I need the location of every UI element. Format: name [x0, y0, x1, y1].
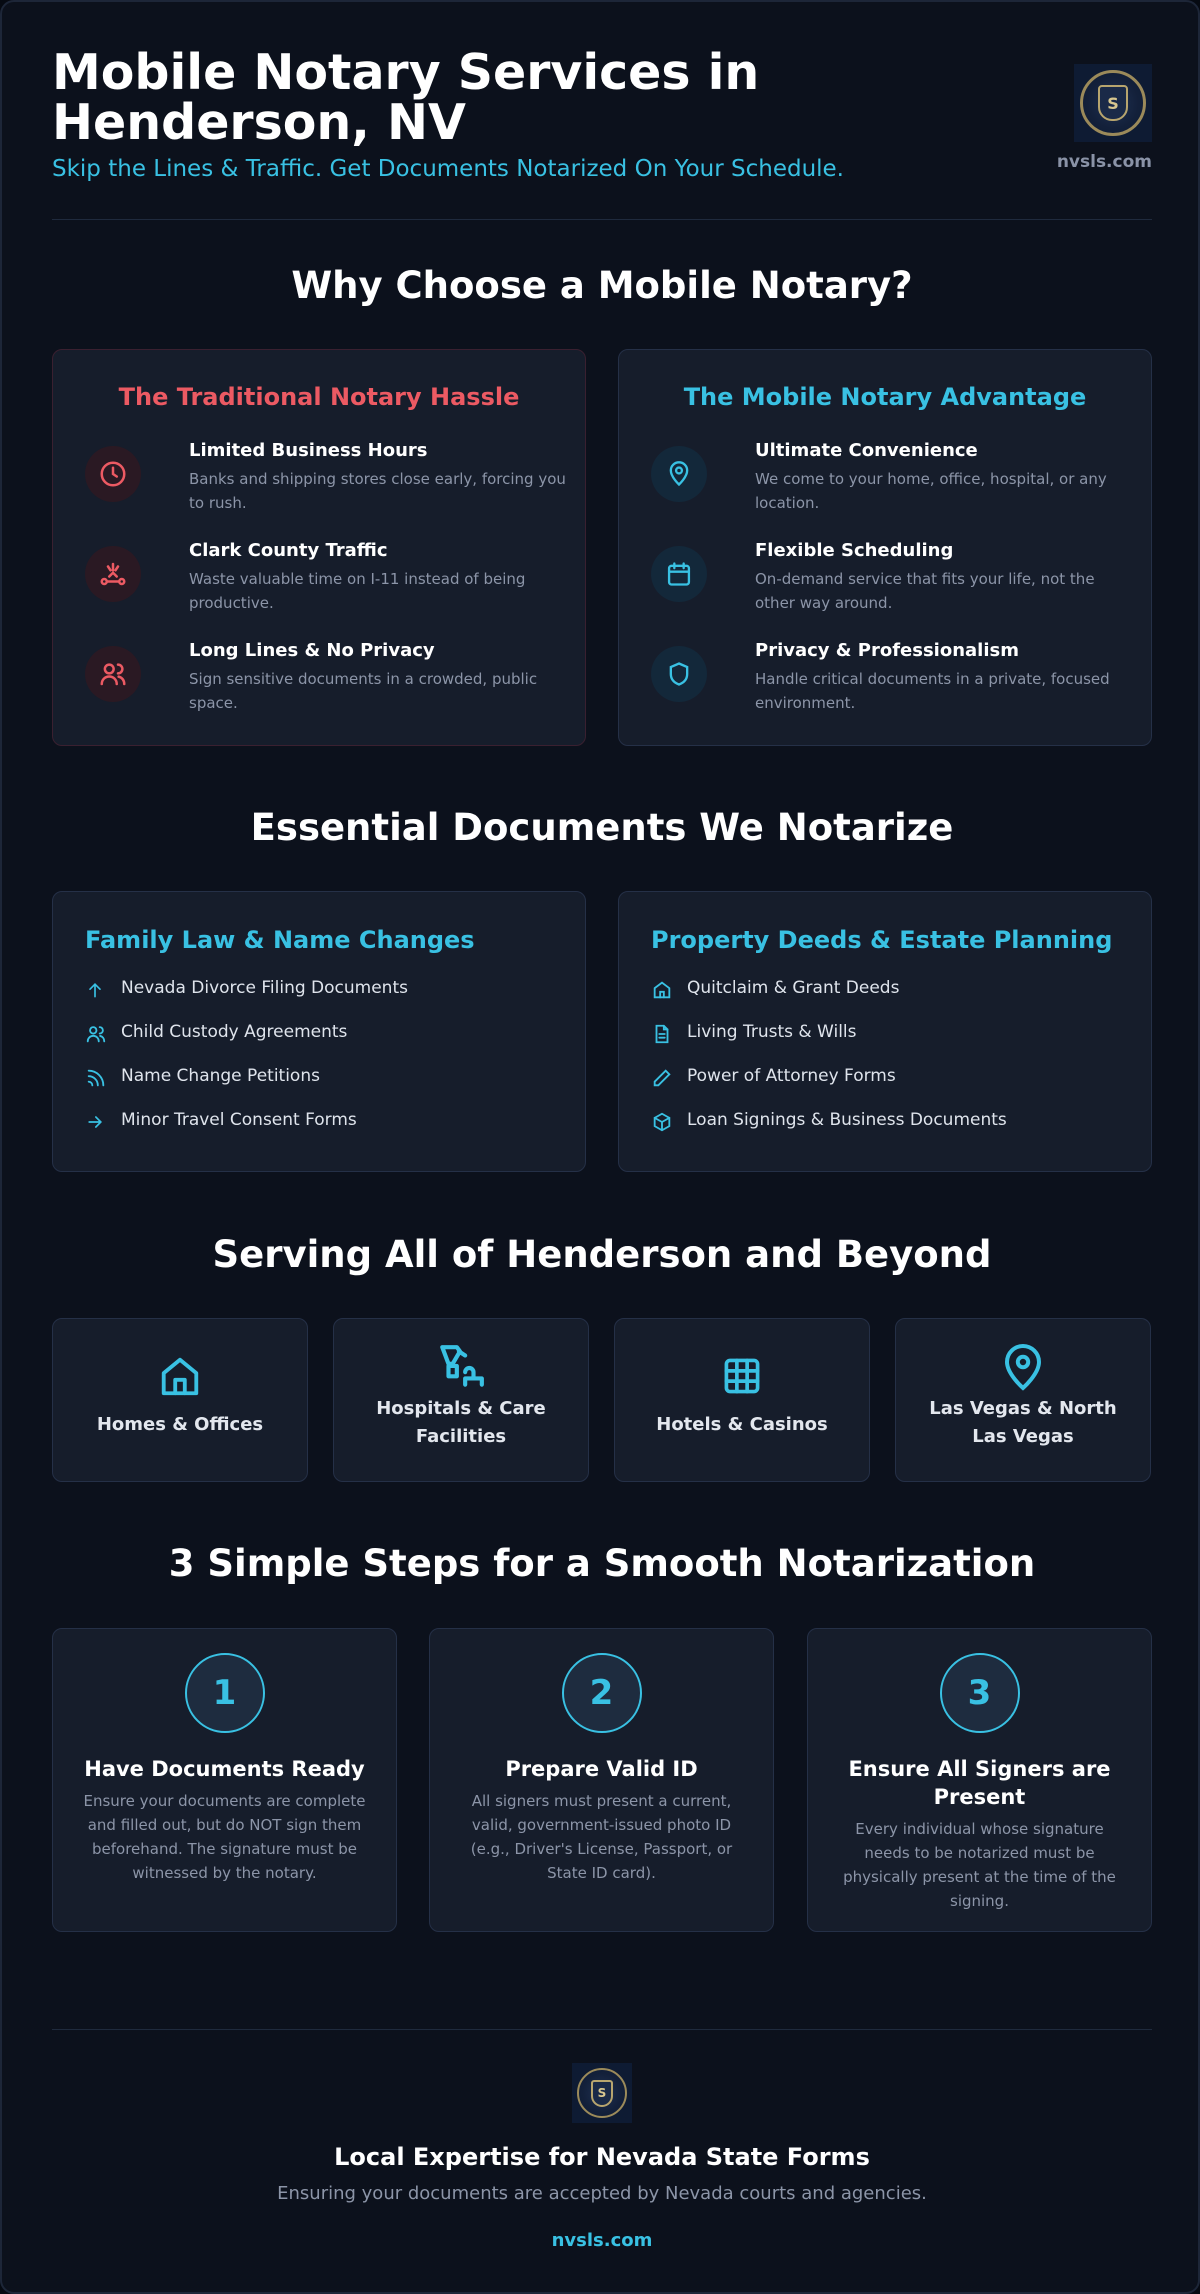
step-card	[52, 1628, 397, 1932]
home-icon	[651, 978, 687, 1002]
calendar-icon	[651, 546, 707, 602]
why-section-title: Why Choose a Mobile Notary?	[291, 264, 913, 307]
footer-title: Local Expertise for Nevada State Forms	[334, 2143, 870, 2171]
hassle-card-title: The Traditional Notary Hassle	[118, 383, 520, 411]
traffic-icon	[85, 546, 141, 602]
step-number: 1	[185, 1653, 265, 1733]
arrow-up-icon	[85, 978, 121, 1002]
list-item: Name Change Petitions	[85, 1066, 408, 1110]
location-label: Hotels & Casinos	[656, 1414, 828, 1435]
location-card	[895, 1318, 1151, 1482]
step-number: 2	[562, 1653, 642, 1733]
list-item: Minor Travel Consent Forms	[85, 1110, 408, 1154]
signal-icon	[85, 1066, 121, 1090]
list-item: Nevada Divorce Filing Documents	[85, 978, 408, 1022]
advantage-item-desc: On-demand service that fits your life, not the other way around.	[755, 570, 1095, 612]
property-card	[618, 891, 1152, 1172]
hassle-item-desc: Waste valuable time on I-11 instead of being productive.	[189, 570, 526, 612]
list-item: Loan Signings & Business Documents	[651, 1110, 1007, 1154]
location-card	[333, 1318, 589, 1482]
box-icon	[651, 1110, 687, 1134]
advantage-item-title: Ultimate Convenience	[755, 440, 978, 461]
document-icon	[651, 1022, 687, 1046]
step-title: Have Documents Ready	[84, 1757, 365, 1781]
list-item: Power of Attorney Forms	[651, 1066, 1007, 1110]
advantage-item-title: Privacy & Professionalism	[755, 640, 1019, 661]
location-label: Hospitals & Care Facilities	[376, 1398, 546, 1447]
map-pin-icon	[896, 1341, 1150, 1395]
list-item: Child Custody Agreements	[85, 1022, 408, 1066]
map-pin-icon	[651, 446, 707, 502]
location-card	[614, 1318, 870, 1482]
step-number: 3	[940, 1653, 1020, 1733]
step-card	[429, 1628, 774, 1932]
location-label: Las Vegas & North Las Vegas	[929, 1398, 1117, 1447]
building-icon	[615, 1349, 869, 1403]
hassle-item	[85, 540, 555, 630]
home-icon	[53, 1349, 307, 1403]
footer-url-link[interactable]: nvsls.com	[551, 2230, 653, 2251]
documents-section-title: Essential Documents We Notarize	[250, 806, 954, 849]
advantage-item	[651, 440, 1121, 530]
location-label: Homes & Offices	[96, 1414, 264, 1435]
logo-url[interactable]: nvsls.com	[1056, 152, 1152, 172]
users-icon	[85, 646, 141, 702]
seal-logo-icon: S	[572, 2063, 632, 2123]
hassle-card	[52, 349, 586, 746]
property-list	[651, 978, 1007, 1154]
hassle-item-title: Clark County Traffic	[189, 540, 388, 561]
shield-icon	[651, 646, 707, 702]
family-law-title: Family Law & Name Changes	[85, 926, 475, 954]
advantage-item-desc: We come to your home, office, hospital, or any location.	[755, 470, 1107, 512]
pen-icon	[651, 1066, 687, 1090]
list-item: Living Trusts & Wills	[651, 1022, 1007, 1066]
step-desc: Every individual whose signature needs to be notarized must be physically present at the time of the signing.	[843, 1820, 1116, 1910]
footer-subtitle: Ensuring your documents are accepted by Nevada courts and agencies.	[277, 2183, 927, 2204]
property-title: Property Deeds & Estate Planning	[651, 926, 1113, 954]
brand-logo	[1072, 64, 1152, 142]
hassle-item	[85, 640, 555, 730]
advantage-item	[651, 640, 1121, 730]
step-desc: Ensure your documents are complete and filled out, but do NOT sign them beforehand. The signature must be witnessed by the notary.	[83, 1792, 366, 1882]
page-title: Mobile Notary Services in Henderson, NV	[52, 44, 760, 151]
advantage-item-title: Flexible Scheduling	[755, 540, 954, 561]
hassle-item-desc: Banks and shipping stores close early, forcing you to rush.	[189, 470, 566, 512]
seal-logo-icon: S	[1074, 64, 1152, 142]
hassle-item-title: Limited Business Hours	[189, 440, 428, 461]
clock-icon	[85, 446, 141, 502]
list-item: Quitclaim & Grant Deeds	[651, 978, 1007, 1022]
hassle-item-desc: Sign sensitive documents in a crowded, public space.	[189, 670, 538, 712]
page-subtitle: Skip the Lines & Traffic. Get Documents Notarized On Your Schedule.	[52, 156, 844, 182]
advantage-item-desc: Handle critical documents in a private, focused environment.	[755, 670, 1110, 712]
page-header	[52, 44, 1152, 220]
family-law-card	[52, 891, 586, 1172]
step-desc: All signers must present a current, valid, government-issued photo ID (e.g., Driver's License, Passport, or State ID card).	[470, 1792, 733, 1882]
step-title: Ensure All Signers are Present	[848, 1757, 1111, 1809]
location-card	[52, 1318, 308, 1482]
steps-section-title: 3 Simple Steps for a Smooth Notarization	[168, 1542, 1036, 1585]
medical-icon	[334, 1341, 588, 1395]
locations-section-title: Serving All of Henderson and Beyond	[212, 1233, 992, 1276]
users-icon	[85, 1022, 121, 1046]
advantage-card	[618, 349, 1152, 746]
advantage-card-title: The Mobile Notary Advantage	[683, 383, 1087, 411]
step-card	[807, 1628, 1152, 1932]
hassle-item-title: Long Lines & No Privacy	[189, 640, 435, 661]
page-footer	[52, 2029, 1152, 2269]
hassle-item	[85, 440, 566, 530]
arrow-right-icon	[85, 1110, 121, 1134]
step-title: Prepare Valid ID	[505, 1757, 698, 1781]
family-law-list	[85, 978, 408, 1154]
advantage-item	[651, 540, 1121, 630]
